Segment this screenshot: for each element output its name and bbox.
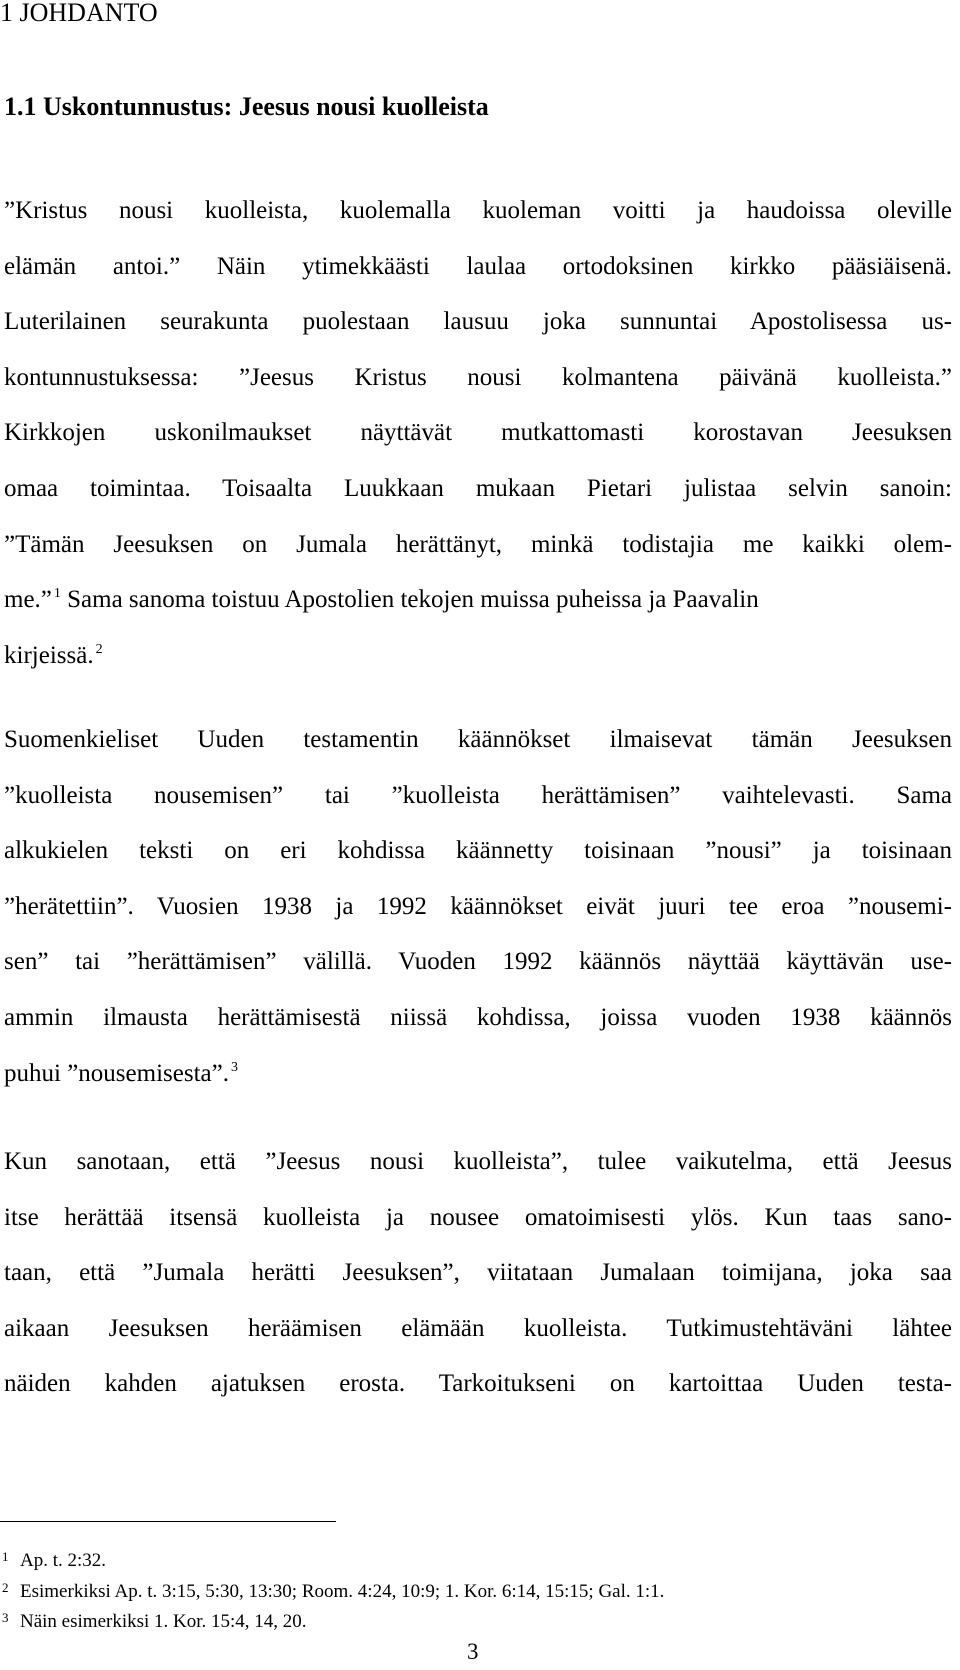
paragraph-line: ”kuolleista nousemisen” tai ”kuolleista herättämisen” vaihtelevasti. Sama bbox=[4, 781, 952, 809]
paragraph-line: ”Kristus nousi kuolleista, kuolemalla kuoleman voitti ja haudoissa oleville bbox=[4, 197, 952, 224]
paragraph-line: näiden kahden ajatuksen erosta. Tarkoitukseni on kartoittaa Uuden testa- bbox=[4, 1370, 952, 1398]
line-text: kirjeissä. bbox=[4, 641, 94, 669]
paragraph-line: Luterilainen seurakunta puolestaan lausuu joka sunnuntai Apostolisessa us- bbox=[4, 308, 952, 336]
paragraph-line: aikaan Jeesuksen heräämisen elämään kuolleista. Tutkimustehtäväni lähtee bbox=[4, 1314, 952, 1342]
paragraph-line bbox=[4, 572, 952, 628]
paragraph-line: ”herätettiin”. Vuosien 1938 ja 1992 käännökset eivät juuri tee eroa ”nousemi- bbox=[4, 892, 952, 920]
paragraph-line: Kirkkojen uskonilmaukset näyttävät mutkattomasti korostavan Jeesuksen bbox=[4, 419, 952, 447]
footnote-number: 3 bbox=[2, 1610, 9, 1625]
footnote-reference: 1 bbox=[53, 586, 61, 602]
paragraph-1 bbox=[4, 183, 952, 683]
footnote-text: Ap. t. 2:32. bbox=[20, 1550, 107, 1571]
line-text: puhui ”nousemisesta”. bbox=[4, 1059, 229, 1087]
paragraph-line: taan, että ”Jumala herätti Jeesuksen”, viitataan Jumalaan toimijana, joka saa bbox=[4, 1259, 952, 1287]
paragraph-line: Kun sanotaan, että ”Jeesus nousi kuolleista”, tulee vaikutelma, että Jeesus bbox=[4, 1148, 952, 1175]
footnote-text: Näin esimerkiksi 1. Kor. 15:4, 14, 20. bbox=[20, 1611, 307, 1632]
footnote-reference: 2 bbox=[95, 641, 103, 657]
paragraph-3 bbox=[4, 1134, 952, 1412]
footnote-text: Esimerkiksi Ap. t. 3:15, 5:30, 13:30; Room. 4:24, 10:9; 1. Kor. 6:14, 15:15; Gal. 1:1. bbox=[20, 1580, 665, 1602]
paragraph-line: ”Tämän Jeesuksen on Jumala herättänyt, minkä todistajia me kaikki olem- bbox=[4, 530, 952, 558]
footnote-number: 1 bbox=[2, 1549, 9, 1564]
footnote bbox=[2, 1603, 902, 1634]
footnote bbox=[2, 1542, 902, 1573]
chapter-heading: 1 JOHDANTO bbox=[0, 0, 158, 27]
footnote bbox=[2, 1573, 902, 1604]
line-text: me.” bbox=[4, 586, 52, 614]
paragraph-line: omaa toimintaa. Toisaalta Luukkaan mukaan Pietari julistaa selvin sanoin: bbox=[4, 474, 952, 502]
footnotes bbox=[2, 1542, 902, 1634]
paragraph-line: Suomenkieliset Uuden testamentin käännökset ilmaisevat tämän Jeesuksen bbox=[4, 726, 952, 753]
line-text: Sama sanoma toistuu Apostolien tekojen muissa puheissa ja Paavalin bbox=[67, 586, 759, 614]
footnote-separator bbox=[0, 1521, 336, 1522]
paragraph-2 bbox=[4, 712, 952, 1101]
footnote-reference: 3 bbox=[230, 1059, 238, 1075]
page-number: 3 bbox=[467, 1639, 479, 1664]
paragraph-line bbox=[4, 628, 952, 684]
paragraph-line: itse herättää itsensä kuolleista ja nousee omatoimisesti ylös. Kun taas sano- bbox=[4, 1203, 952, 1231]
paragraph-line: kontunnustuksessa: ”Jeesus Kristus nousi kolmantena päivänä kuolleista.” bbox=[4, 363, 952, 391]
paragraph-line: ammin ilmausta herättämisestä niissä kohdissa, joissa vuoden 1938 käännös bbox=[4, 1003, 952, 1031]
footnote-number: 2 bbox=[2, 1579, 9, 1595]
paragraph-line bbox=[4, 1046, 952, 1102]
paragraph-line: elämän antoi.” Näin ytimekkäästi laulaa ortodoksinen kirkko pääsiäisenä. bbox=[4, 252, 952, 280]
paragraph-line: alkukielen teksti on eri kohdissa käännetty toisinaan ”nousi” ja toisinaan bbox=[4, 837, 952, 865]
paragraph-line: sen” tai ”herättämisen” välillä. Vuoden 1992 käännös näyttää käyttävän use- bbox=[4, 948, 952, 976]
section-heading: 1.1 Uskontunnustus: Jeesus nousi kuolleista bbox=[4, 92, 489, 121]
